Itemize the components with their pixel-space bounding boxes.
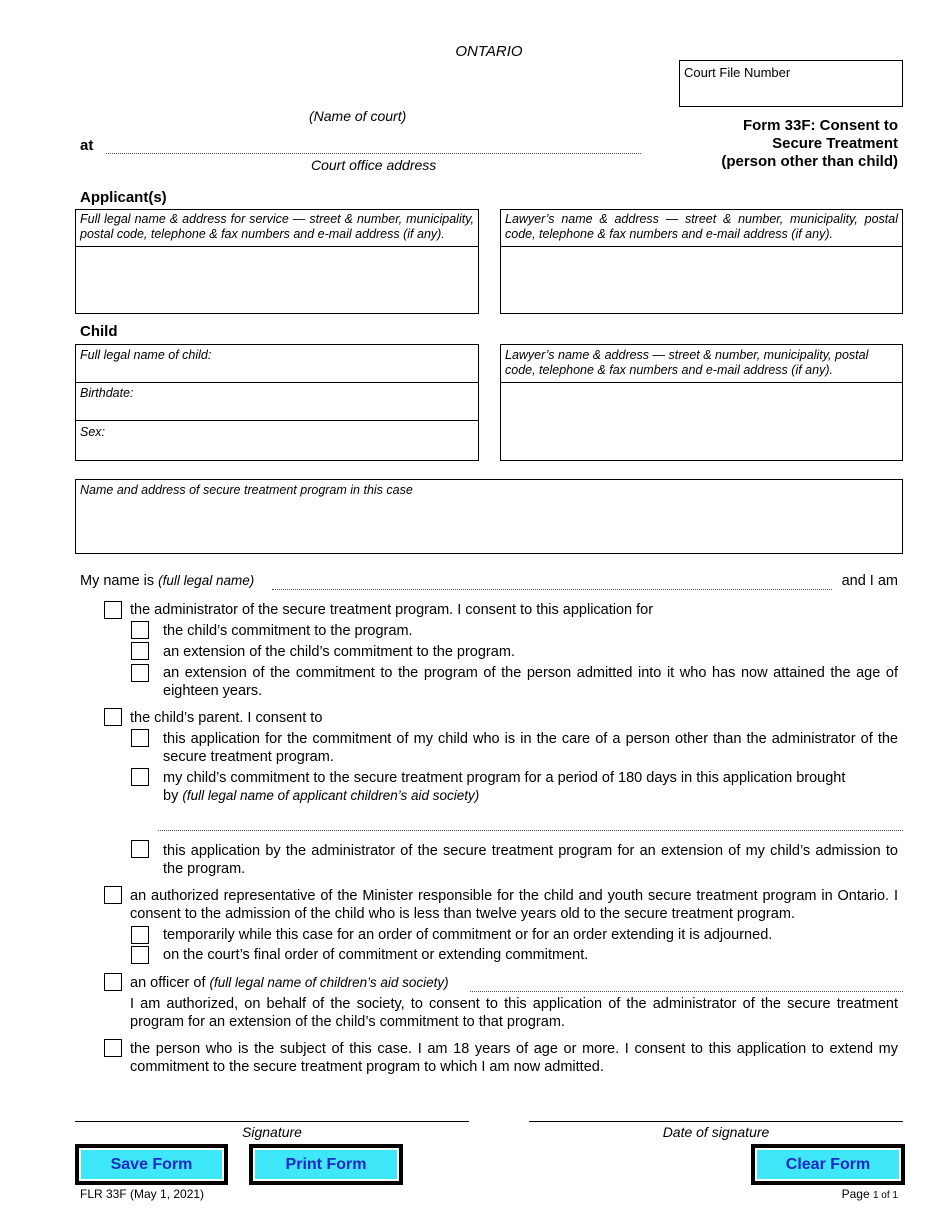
save-form-button[interactable]: Save Form xyxy=(75,1144,228,1185)
society-name-hint: (full legal name of children’s aid society) xyxy=(209,975,449,990)
society-officer-label: an officer of xyxy=(130,975,206,991)
at-label: at xyxy=(80,137,94,154)
minister-representative-text: an authorized representative of the Minister responsible for the child and youth secure treatment program in Ontario. I consent to the admission of the child who is less than twelve years old to the secure treatment program. xyxy=(130,888,898,922)
full-legal-name-field[interactable] xyxy=(272,589,832,590)
minister-final-order-text: on the court’s final order of commitment or extending commitment. xyxy=(163,947,589,963)
child-lawyer-label: Lawyer’s name & address — street & number, municipality, postal code, telephone & fax numbers and e-mail address (if any). xyxy=(501,345,902,383)
full-legal-name-hint: (full legal name) xyxy=(158,573,255,588)
admin-extension-text: an extension of the child’s commitment to the program. xyxy=(163,644,515,660)
province-title: ONTARIO xyxy=(455,43,523,60)
minister-temporary-checkbox[interactable] xyxy=(131,926,149,944)
minister-final-order-checkbox[interactable] xyxy=(131,946,149,964)
applicant-party-box[interactable] xyxy=(75,209,479,314)
parent-180-days-text: my child’s commitment to the secure treatment program for a period of 180 days in this application brought xyxy=(163,770,846,786)
applicant-society-hint: (full legal name of applicant children’s aid society) xyxy=(182,788,480,803)
treatment-program-label: Name and address of secure treatment program in this case xyxy=(80,483,413,497)
court-office-address-label: Court office address xyxy=(311,157,437,173)
parent-commitment-text: this application for the commitment of my child who is in the care of a person other than the administrator of the secure treatment program. xyxy=(163,731,898,765)
form-id: FLR 33F (May 1, 2021) xyxy=(80,1187,205,1201)
child-sex-field[interactable] xyxy=(76,421,478,461)
form-title-line1: Form 33F: Consent to xyxy=(742,117,898,134)
page-count: 1 of 1 xyxy=(872,1190,898,1201)
society-officer-checkbox[interactable] xyxy=(104,973,122,991)
admin-extension-checkbox[interactable] xyxy=(131,642,149,660)
society-officer-line xyxy=(130,974,449,992)
administrator-text: the administrator of the secure treatment program. I consent to this application for xyxy=(130,602,654,618)
minister-representative-checkbox[interactable] xyxy=(104,886,122,904)
subject-person-checkbox[interactable] xyxy=(104,1039,122,1057)
society-name-field[interactable] xyxy=(470,991,903,992)
form-title-line2: Secure Treatment xyxy=(772,135,898,152)
parent-extension-text: this application by the administrator of the secure treatment program for an extension of my child’s admission to the program. xyxy=(163,843,898,877)
court-file-number-label: Court File Number xyxy=(684,65,791,80)
signature-field[interactable] xyxy=(75,1121,469,1122)
name-of-court-label: (Name of court) xyxy=(309,108,407,124)
admin-commitment-text: the child’s commitment to the program. xyxy=(163,623,413,639)
administrator-checkbox[interactable] xyxy=(104,601,122,619)
parent-text: the child’s parent. I consent to xyxy=(130,710,323,726)
treatment-program-box[interactable] xyxy=(75,479,903,554)
court-office-address-field[interactable] xyxy=(106,153,641,154)
society-officer-text: I am authorized, on behalf of the society, to consent to this application of the administrator of the secure treatment program for an extension of the child’s commitment to that program. xyxy=(130,996,898,1030)
child-lawyer-box[interactable] xyxy=(500,344,903,461)
my-name-is-label: My name is xyxy=(80,573,155,589)
child-heading: Child xyxy=(80,323,118,340)
subject-person-text: the person who is the subject of this case. I am 18 years of age or more. I consent to this application to extend my commitment to the secure treatment program to which I am now admitted. xyxy=(130,1041,898,1075)
parent-checkbox[interactable] xyxy=(104,708,122,726)
page-prefix: Page xyxy=(841,1187,870,1201)
parent-extension-checkbox[interactable] xyxy=(131,840,149,858)
parent-180-days-by: by xyxy=(163,788,179,804)
parent-180-days-checkbox[interactable] xyxy=(131,768,149,786)
applicant-society-name-field[interactable] xyxy=(158,830,903,831)
print-form-button[interactable]: Print Form xyxy=(249,1144,403,1185)
applicant-party-label: Full legal name & address for service — street & number, municipality, postal code, telephone & fax numbers and e-mail address (if any). xyxy=(76,210,478,247)
admin-commitment-checkbox[interactable] xyxy=(131,621,149,639)
admin-extension-adult-text: an extension of the commitment to the program of the person admitted into it who has now attained the age of eighteen years. xyxy=(163,665,898,699)
applicant-lawyer-label: Lawyer’s name & address — street & number, municipality, postal code, telephone & fax numbers and e-mail address (if any). xyxy=(501,210,902,247)
admin-extension-adult-checkbox[interactable] xyxy=(131,664,149,682)
child-birthdate-field[interactable] xyxy=(76,383,478,421)
date-of-signature-label: Date of signature xyxy=(662,1124,770,1140)
page-number xyxy=(842,1187,898,1201)
form-title-line3: (person other than child) xyxy=(721,153,898,170)
child-name-field[interactable] xyxy=(76,345,478,383)
applicant-lawyer-box[interactable] xyxy=(500,209,903,314)
clear-form-button[interactable]: Clear Form xyxy=(751,1144,905,1185)
court-file-number-field[interactable] xyxy=(679,60,903,107)
parent-180-days-by-line xyxy=(163,787,479,805)
signature-label: Signature xyxy=(242,1124,302,1140)
minister-temporary-text: temporarily while this case for an order of commitment or for an order extending it is adjourned. xyxy=(163,927,773,943)
form-title xyxy=(640,117,898,171)
parent-commitment-checkbox[interactable] xyxy=(131,729,149,747)
and-i-am-label: and I am xyxy=(841,573,898,589)
child-birthdate-label: Birthdate: xyxy=(80,386,134,400)
date-of-signature-field[interactable] xyxy=(529,1121,903,1122)
my-name-is-line xyxy=(80,572,254,590)
child-sex-label: Sex: xyxy=(80,425,106,439)
child-info-box xyxy=(75,344,479,461)
child-name-label: Full legal name of child: xyxy=(80,348,212,362)
applicants-heading: Applicant(s) xyxy=(80,189,167,206)
